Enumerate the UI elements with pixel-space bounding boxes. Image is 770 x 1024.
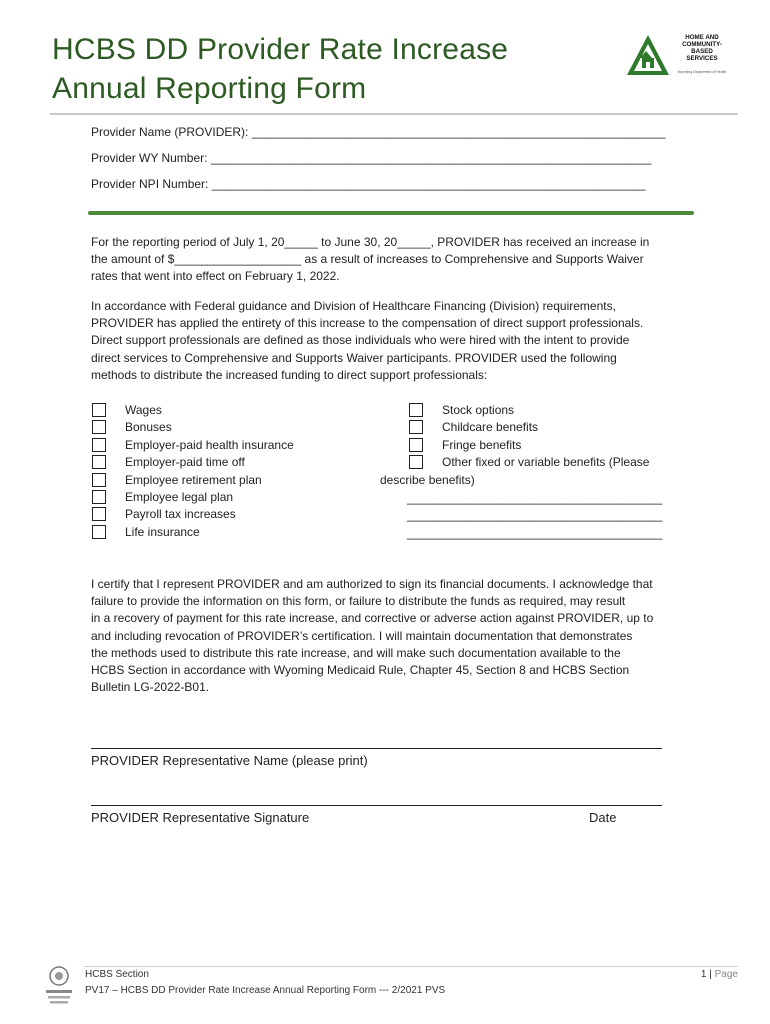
- checkbox[interactable]: [409, 438, 423, 452]
- representative-signature-label: PROVIDER Representative Signature: [91, 810, 310, 825]
- blank-line[interactable]: ________________________________________: [407, 508, 662, 523]
- checkbox[interactable]: [409, 403, 423, 417]
- department-seal-icon: [44, 964, 74, 1008]
- checkbox-childcare[interactable]: Childcare benefits: [409, 419, 689, 436]
- checkbox[interactable]: [409, 455, 423, 469]
- other-benefits-blanks[interactable]: [407, 490, 682, 542]
- checkbox-other-benefits[interactable]: Other fixed or variable benefits (Please: [409, 454, 689, 471]
- checkbox-paid-time-off[interactable]: Employer-paid time off: [92, 454, 352, 471]
- checkbox[interactable]: [92, 507, 106, 521]
- checkbox-retirement-plan[interactable]: Employee retirement plan: [92, 472, 352, 489]
- logo-subtext: Wyoming Department of Health: [677, 70, 727, 74]
- page-number: 1 | Page: [700, 969, 738, 980]
- checkbox-wages[interactable]: Wages: [92, 402, 352, 419]
- checkbox[interactable]: [92, 525, 106, 539]
- header-divider: [50, 113, 738, 115]
- title-line-2: Annual Reporting Form: [52, 72, 367, 105]
- certification-paragraph: I certify that I represent PROVIDER and am authorized to sign its financial documents. I acknowledge that failure to provide the information on this form, or failure to distribute the funds as required, may result in a recovery of payment for this rate increase, and corrective or adverse action against PROVIDER, up to and including revocation of PROVIDER’s certification. I will maintain documentation that demonstrates the methods used to distribute this rate increase, and will make such documentation available to the HCBS Section in accordance with Wyoming Medicaid Rule, Chapter 45, Section 8 and HCBS Section Bulletin LG-2022-B01.: [91, 577, 654, 695]
- blank-line[interactable]: ________________________________________: [407, 491, 662, 505]
- checkbox-bonuses[interactable]: Bonuses: [92, 419, 352, 436]
- checkbox-legal-plan[interactable]: Employee legal plan: [92, 489, 352, 506]
- checkbox[interactable]: [92, 455, 106, 469]
- provider-wy-number-field[interactable]: Provider WY Number: __________________________________________________________________: [91, 151, 652, 165]
- checkbox[interactable]: [92, 403, 106, 417]
- footer-section: HCBS Section: [85, 969, 149, 980]
- checkbox-health-insurance[interactable]: Employer-paid health insurance: [92, 437, 352, 454]
- checkbox[interactable]: [92, 438, 106, 452]
- checkbox-stock-options[interactable]: Stock options: [409, 402, 689, 419]
- methods-checklist-right: [409, 402, 689, 472]
- page-title: [52, 30, 592, 108]
- footer-divider: [84, 966, 738, 967]
- blank-line[interactable]: ________________________________________: [407, 525, 662, 540]
- checkbox[interactable]: [92, 473, 106, 487]
- checkbox-fringe[interactable]: Fringe benefits: [409, 437, 689, 454]
- checkbox-life-insurance[interactable]: Life insurance: [92, 524, 352, 541]
- footer-form-id: PV17 – HCBS DD Provider Rate Increase Annual Reporting Form --- 2/2021 PVS: [85, 985, 446, 996]
- title-line-1: HCBS DD Provider Rate Increase: [52, 33, 509, 66]
- methods-checklist-left: [92, 402, 352, 541]
- provider-name-field[interactable]: Provider Name (PROVIDER): ______________________________________________________________: [91, 125, 666, 139]
- name-signature-line[interactable]: [91, 748, 662, 749]
- house-triangle-icon: [626, 34, 670, 76]
- checkbox-payroll-tax[interactable]: Payroll tax increases: [92, 506, 352, 523]
- signature-line[interactable]: [91, 805, 662, 806]
- checkbox[interactable]: [92, 490, 106, 504]
- other-benefits-continuation: describe benefits): [380, 473, 475, 487]
- section-divider: [88, 211, 694, 215]
- hcbs-logo: [626, 30, 730, 80]
- checkbox[interactable]: [409, 420, 423, 434]
- checkbox[interactable]: [92, 420, 106, 434]
- representative-name-label: PROVIDER Representative Name (please print): [91, 753, 368, 768]
- reporting-period-paragraph: For the reporting period of July 1, 20_____ to June 30, 20_____, PROVIDER has received an increase in the amount of $___________________ as a result of increases to Comprehensive and Supports Waiver rates that went into effect on February 1, 2022.: [91, 235, 650, 284]
- provider-npi-number-field[interactable]: Provider NPI Number: _________________________________________________________________: [91, 177, 646, 191]
- logo-wordmark: HOME AND COMMUNITY- BASED SERVICES: [682, 34, 722, 62]
- date-label: Date: [589, 810, 617, 825]
- guidance-paragraph: In accordance with Federal guidance and Division of Healthcare Financing (Division) requirements, PROVIDER has applied the entirety of this increase to the compensation of direct support professionals. Direct support professionals are defined as those individuals who were hired with the intent to provide direct services to Comprehensive and Supports Waiver participants. PROVIDER used the following methods to distribute the increased funding to direct support professionals:: [91, 299, 644, 382]
